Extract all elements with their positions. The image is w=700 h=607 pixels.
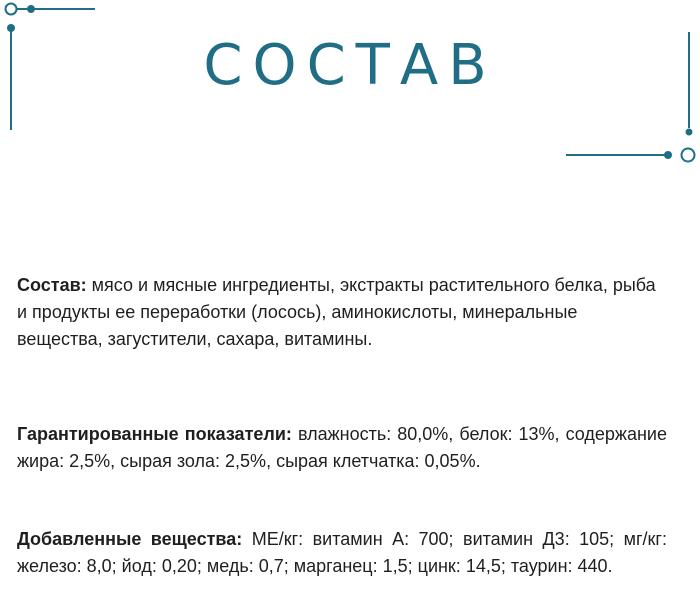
corner-ring-top-left: [6, 4, 17, 15]
composition-paragraph: [17, 272, 667, 353]
guaranteed-text: влажность: 80,0%, белок: 13%, содержание жира: 2,5%, сырая зола: 2,5%, сырая клетчатка: 0,05%.: [17, 424, 667, 471]
additives-label: Добавленные вещества:: [17, 529, 243, 549]
page-title: СОСТАВ: [203, 33, 497, 98]
composition-label: Состав:: [17, 275, 87, 295]
additives-paragraph: [17, 526, 667, 580]
corner-ring-bottom-right: [682, 149, 695, 162]
guaranteed-values-paragraph: [17, 421, 667, 475]
additives-text: МЕ/кг: витамин А: 700; витамин Д3: 105; мг/кг: железо: 8,0; йод: 0,20; медь: 0,7; марганец: 1,5; цинк: 14,5; таурин: 440.: [17, 529, 668, 576]
guaranteed-label: Гарантированные показатели:: [17, 424, 292, 444]
composition-text: мясо и мясные ингредиенты, экстракты растительного белка, рыба и продукты ее переработки (лосось), аминокислоты, минеральные вещества, загустители, сахара, витамины.: [17, 275, 656, 349]
